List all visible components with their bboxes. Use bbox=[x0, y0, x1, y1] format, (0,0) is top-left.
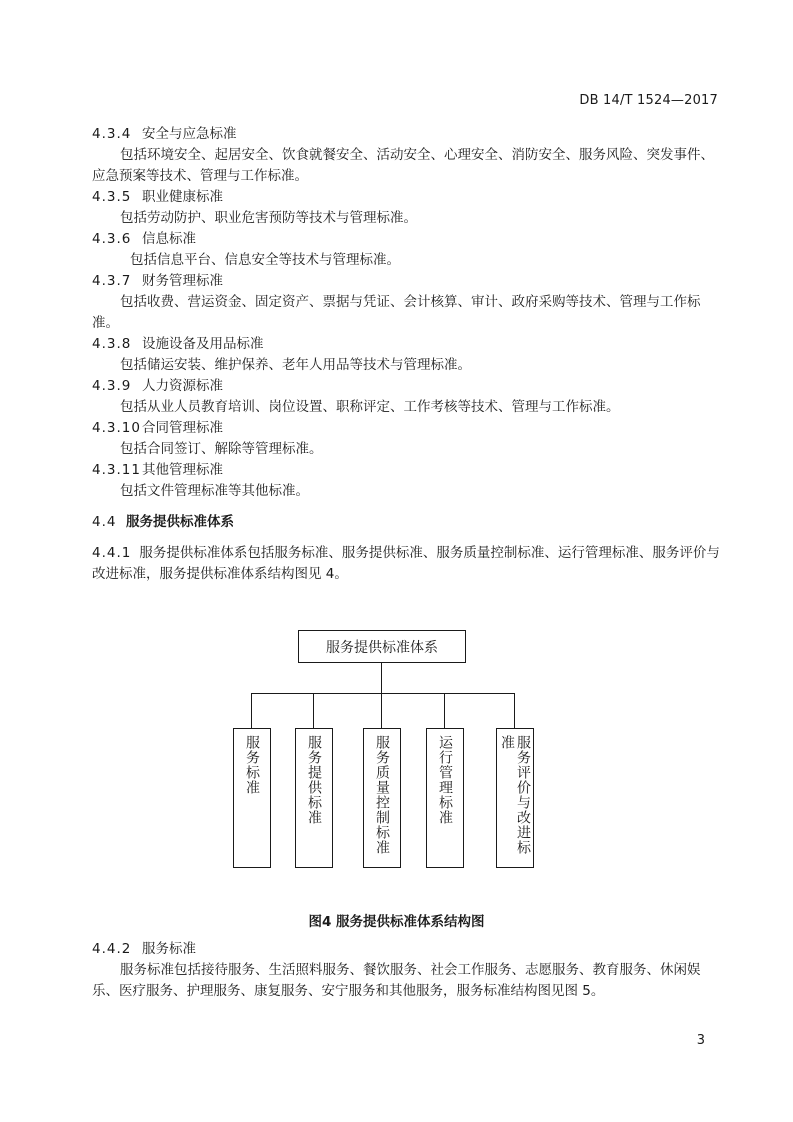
section-title: 设施设备及用品标准 bbox=[142, 336, 264, 352]
section-heading bbox=[92, 271, 722, 292]
connector-line bbox=[444, 693, 445, 728]
section-4-4-2 bbox=[92, 939, 722, 1002]
section-text-line: 包括信息平台、信息安全等技术与管理标准。 bbox=[130, 252, 400, 268]
connector-line bbox=[381, 693, 382, 728]
section-title: 合同管理标准 bbox=[142, 420, 223, 436]
connector-line bbox=[251, 693, 252, 728]
diagram-child-box bbox=[233, 728, 271, 868]
section-number: 4.3.5 bbox=[92, 189, 132, 205]
figure-caption: 图4 服务提供标准体系结构图 bbox=[308, 914, 485, 930]
diagram-child-box bbox=[295, 728, 333, 868]
section-number: 4.3.8 bbox=[92, 336, 132, 352]
connector-line bbox=[381, 663, 382, 693]
diagram-root-box bbox=[298, 630, 466, 663]
section-heading bbox=[92, 939, 722, 960]
section-text-line: 包括从业人员教育培训、岗位设置、职称评定、工作考核等技术、管理与工作标准。 bbox=[120, 399, 620, 415]
section-number: 4.4 bbox=[92, 514, 117, 530]
section-text-line: 服务标准包括接待服务、生活照料服务、餐饮服务、社会工作服务、志愿服务、教育服务、休闲娱 bbox=[120, 962, 701, 978]
section-number: 4.4.1 bbox=[92, 545, 132, 561]
section-number: 4.3.11 bbox=[92, 462, 141, 478]
section-heading bbox=[92, 376, 722, 397]
section-heading bbox=[92, 229, 722, 250]
section-text-line: 包括合同签订、解除等管理标准。 bbox=[120, 441, 323, 457]
section-text-line: 包括文件管理标准等其他标准。 bbox=[120, 483, 309, 499]
diagram-child-label: 运行管理标准 bbox=[437, 735, 453, 825]
paragraph-text: 服务提供标准体系包括服务标准、服务提供标准、服务质量控制标准、运行管理标准、服务评价与改进标准，服务提供标准体系结构图见 4。 bbox=[92, 545, 720, 582]
diagram-root-label: 服务提供标准体系 bbox=[326, 639, 438, 656]
section-heading bbox=[92, 334, 722, 355]
section-heading bbox=[92, 187, 722, 208]
section-title: 财务管理标准 bbox=[142, 273, 223, 289]
section-title: 服务提供标准体系 bbox=[126, 514, 234, 530]
section-title: 其他管理标准 bbox=[142, 462, 223, 478]
paragraph-4-4-1 bbox=[92, 543, 722, 585]
section-text-line: 包括劳动防护、职业危害预防等技术与管理标准。 bbox=[120, 210, 417, 226]
section-title: 职业健康标准 bbox=[142, 189, 223, 205]
section-number: 4.3.7 bbox=[92, 273, 132, 289]
standard-code: DB 14/T 1524—2017 bbox=[579, 93, 718, 108]
section-heading-4-4 bbox=[92, 512, 722, 533]
section-text-line: 乐、医疗服务、护理服务、康复服务、安宁服务和其他服务，服务标准结构图见图 5。 bbox=[92, 983, 605, 999]
diagram-child-box bbox=[363, 728, 401, 868]
diagram-child-label: 服务质量控制标准 bbox=[374, 735, 390, 855]
page-number: 3 bbox=[696, 1033, 705, 1048]
section-text-line: 包括收费、营运资金、固定资产、票据与凭证、会计核算、审计、政府采购等技术、管理与工作标 bbox=[120, 294, 701, 310]
section-number: 4.4.2 bbox=[92, 941, 132, 957]
section-text-line: 准。 bbox=[92, 315, 119, 331]
section-number: 4.3.6 bbox=[92, 231, 132, 247]
section-text-line: 包括环境安全、起居安全、饮食就餐安全、活动安全、心理安全、消防安全、服务风险、突发事件、 bbox=[120, 147, 714, 163]
diagram-child-box bbox=[426, 728, 464, 868]
connector-line bbox=[251, 693, 514, 694]
section-heading bbox=[92, 460, 722, 481]
section-title: 人力资源标准 bbox=[142, 378, 223, 394]
section-number: 4.3.4 bbox=[92, 126, 132, 142]
connector-line bbox=[313, 693, 314, 728]
section-number: 4.3.10 bbox=[92, 420, 141, 436]
body-content bbox=[92, 124, 722, 585]
diagram-child-label: 服务提供标准 bbox=[306, 735, 322, 825]
section-number: 4.3.9 bbox=[92, 378, 132, 394]
section-text-line: 包括储运安装、维护保养、老年人用品等技术与管理标准。 bbox=[120, 357, 471, 373]
diagram-child-label: 服务评价与改进标准 bbox=[499, 735, 531, 855]
section-title: 服务标准 bbox=[142, 941, 196, 957]
section-heading bbox=[92, 124, 722, 145]
diagram-child-label: 服务标准 bbox=[244, 735, 260, 795]
section-heading bbox=[92, 418, 722, 439]
section-title: 安全与应急标准 bbox=[142, 126, 237, 142]
diagram-child-box bbox=[496, 728, 534, 868]
section-title: 信息标准 bbox=[142, 231, 196, 247]
connector-line bbox=[514, 693, 515, 728]
section-text-line: 应急预案等技术、管理与工作标准。 bbox=[92, 168, 308, 184]
